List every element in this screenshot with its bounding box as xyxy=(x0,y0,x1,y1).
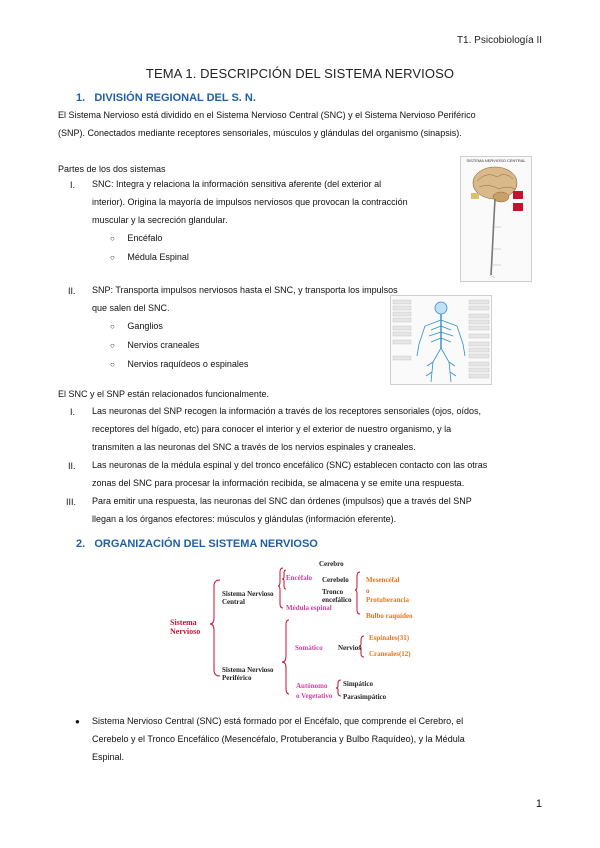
cns-figure xyxy=(460,156,532,282)
diagram-encefalo: Encéfalo xyxy=(286,574,313,582)
snp-numeral: II. xyxy=(68,286,76,296)
root-line-1: Sistema xyxy=(170,618,197,627)
circle-bullet-icon: ○ xyxy=(110,322,115,331)
diagram-central xyxy=(222,590,274,606)
periferico-line-1: Sistema Nervioso xyxy=(222,666,274,674)
snc-line-3: muscular y la secreción glandular. xyxy=(92,215,228,225)
diagram-nervios: Nervios xyxy=(338,644,361,652)
diagram-root xyxy=(170,618,200,636)
diagram-autonomo: Autónomo xyxy=(296,682,328,690)
section1-title: DIVISIÓN REGIONAL DEL S. N. xyxy=(94,92,256,104)
bullet-line-2: Cerebelo y el Tronco Encefálico (Mesencéfalo, Protuberancia y Bulbo Raquídeo), y la Médula xyxy=(92,734,465,744)
diagram-tronco xyxy=(322,588,352,604)
diagram-vegetativo: o Vegetativo xyxy=(296,692,333,700)
organization-diagram xyxy=(170,558,430,700)
periferico-line-2: Periférico xyxy=(222,674,252,682)
snc-summary-bullet xyxy=(92,712,541,766)
section1-intro xyxy=(58,106,540,142)
snc-item-encefalo: Encéfalo xyxy=(127,233,163,243)
diagram-somatico: Somático xyxy=(295,644,323,652)
relation-3-line-1: Para emitir una respuesta, las neuronas del SNC dan órdenes (impulsos) que a través del SNP xyxy=(92,496,472,506)
section2-number: 2. xyxy=(76,538,86,550)
relation-intro: El SNC y el SNP están relacionados funcionalmente. xyxy=(58,389,269,399)
diagram-cerebro: Cerebro xyxy=(319,560,344,568)
relation-numeral-3: III. xyxy=(66,497,77,507)
brain-spinal-cord-icon xyxy=(461,157,531,281)
page-title: TEMA 1. DESCRIPCIÓN DEL SISTEMA NERVIOSO xyxy=(145,66,455,81)
diagram-craneales: Craneales(12) xyxy=(369,650,411,658)
tronco-line-2: encefálico xyxy=(322,596,352,604)
page-number: 1 xyxy=(535,798,542,810)
diagram-bulbo: Bulbo raquídeo xyxy=(366,612,413,620)
snc-numeral: I. xyxy=(70,180,76,190)
snp-subitem xyxy=(110,355,248,374)
snp-item-raquideos: Nervios raquídeos o espinales xyxy=(127,359,249,369)
intro-line-2: (SNP). Conectados mediante receptores sensoriales, músculos y glándulas del organismo (sinapsis). xyxy=(58,128,462,138)
relation-1-line-2: receptores del hígado, etc) para conocer el interior y el exterior de nuestro organismo, y la xyxy=(92,424,452,434)
relation-numeral-1: I. xyxy=(70,407,76,417)
diagram-simpatico: Simpático xyxy=(343,680,373,688)
relation-1-line-3: transmiten a las neuronas del SNC a través de los nervios espinales y craneales. xyxy=(92,442,416,452)
snc-line-2: interior). Origina la mayoría de impulsos nerviosos que provocan la contracción xyxy=(92,197,408,207)
diagram-parasimpatico: Parasimpático xyxy=(343,693,387,701)
pns-figure xyxy=(390,295,492,385)
relation-item-2 xyxy=(92,456,541,492)
diagram-periferico xyxy=(222,666,274,682)
cns-figure-title: SISTEMA NERVIOSO CENTRAL xyxy=(466,158,526,163)
diagram-espinales: Espinales(31) xyxy=(369,634,410,642)
relation-item-1 xyxy=(92,402,541,456)
snc-subitem xyxy=(110,248,189,267)
running-header: T1. Psicobiología II xyxy=(456,35,542,46)
relation-3-line-2: llegan a los órganos efectores: músculos y glándulas (información eferente). xyxy=(92,514,397,524)
snp-item-craneales: Nervios craneales xyxy=(127,340,200,350)
snp-description xyxy=(92,281,437,317)
snc-sublist xyxy=(110,229,189,267)
diagram-cerebelo: Cerebelo xyxy=(322,576,349,584)
snp-subitem xyxy=(110,317,248,336)
circle-bullet-icon: ○ xyxy=(110,253,115,262)
parts-label: Partes de los dos sistemas xyxy=(58,164,166,174)
root-line-2: Nervioso xyxy=(170,627,201,636)
circle-bullet-icon: ○ xyxy=(110,360,115,369)
relation-item-3 xyxy=(92,492,541,528)
snp-subitem xyxy=(110,336,248,355)
central-line-1: Sistema Nervioso xyxy=(222,590,274,598)
relation-numeral-2: II. xyxy=(68,461,76,471)
snp-item-ganglios: Ganglios xyxy=(127,321,163,331)
snp-sublist xyxy=(110,317,248,374)
relation-2-line-1: Las neuronas de la médula espinal y del tronco encefálico (SNC) establecen contacto con las otras xyxy=(92,460,488,470)
snc-line-1: SNC: Integra y relaciona la información sensitiva aferente (del exterior al xyxy=(92,179,382,189)
bullet-dot-icon: ● xyxy=(75,717,80,726)
relation-1-line-1: Las neuronas del SNP recogen la información a través de los receptores sensoriales (ojos, oídos, xyxy=(92,406,482,416)
diagram-medula: Médula espinal xyxy=(286,604,332,612)
bullet-line-3: Espinal. xyxy=(92,752,125,762)
snc-item-medula: Médula Espinal xyxy=(127,252,189,262)
human-nervous-system-icon xyxy=(391,296,491,384)
diagram-protuberancia: Protuberancia xyxy=(366,596,410,604)
section2-heading xyxy=(76,538,318,550)
snp-line-2: que salen del SNC. xyxy=(92,303,170,313)
circle-bullet-icon: ○ xyxy=(110,341,115,350)
section1-number: 1. xyxy=(76,92,86,104)
snc-description xyxy=(92,175,455,229)
intro-line-1: El Sistema Nervioso está dividido en el Sistema Nervioso Central (SNC) y el Sistema Nervioso Periférico xyxy=(58,110,476,120)
section1-heading xyxy=(76,92,256,104)
tronco-line-1: Tronco xyxy=(322,588,344,596)
circle-bullet-icon: ○ xyxy=(110,234,115,243)
bullet-line-1: Sistema Nervioso Central (SNC) está formado por el Encéfalo, que comprende el Cerebro, el xyxy=(92,716,464,726)
snc-subitem xyxy=(110,229,189,248)
diagram-o: o xyxy=(366,587,370,595)
relation-2-line-2: zonas del SNC para procesar la información recibida, se almacena y se emite una respuesta. xyxy=(92,478,465,488)
central-line-2: Central xyxy=(222,598,245,606)
snp-line-1: SNP: Transporta impulsos nerviosos hasta el SNC, y transporta los impulsos xyxy=(92,285,398,295)
section2-title: ORGANIZACIÓN DEL SISTEMA NERVIOSO xyxy=(94,538,318,550)
diagram-mesencefalo: Mesencéfal xyxy=(366,576,400,584)
